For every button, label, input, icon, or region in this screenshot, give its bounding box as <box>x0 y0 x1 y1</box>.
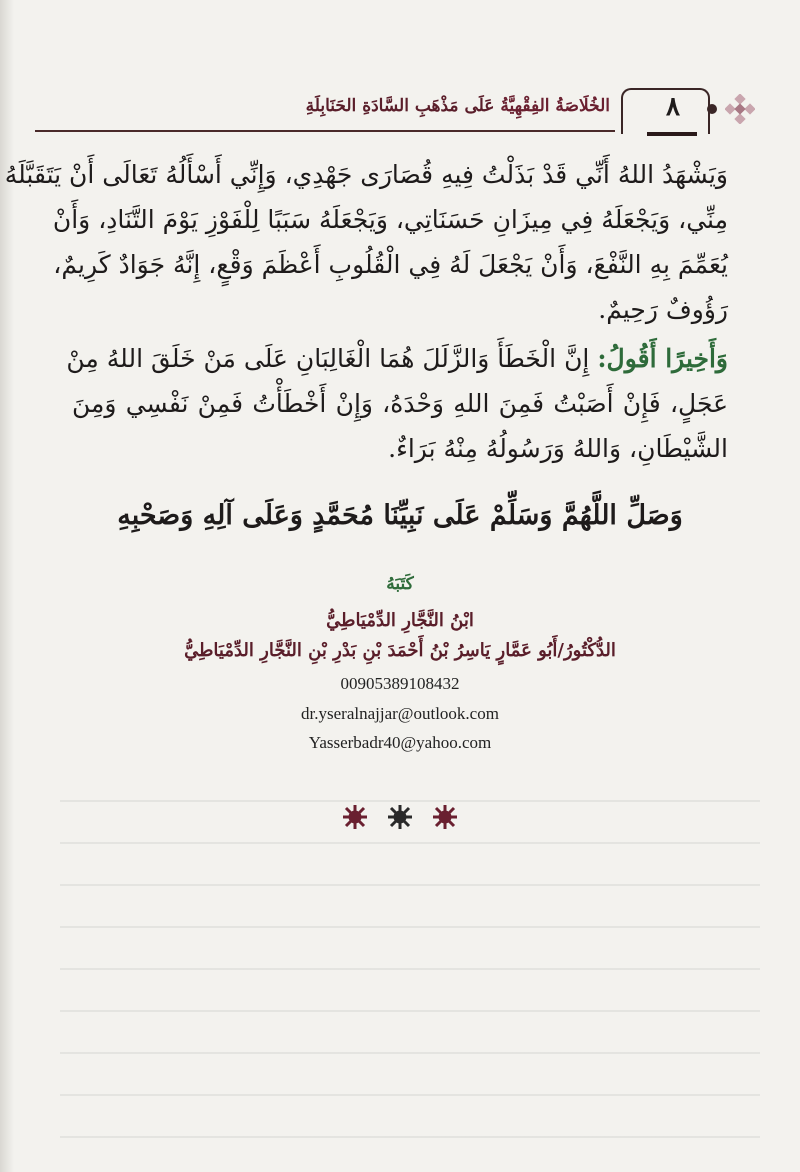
bleed-through-text <box>60 800 760 1150</box>
paragraph-lead: وَأَخِيرًا أَقُولُ: <box>597 344 728 373</box>
flower-ornament-icon <box>341 803 369 831</box>
text-line: رَؤُوفٌ رَحِيمٌ. <box>598 295 728 324</box>
page-header <box>35 90 765 160</box>
text-line: مِنِّي، وَيَجْعَلَهُ فِي مِيزَانِ حَسَنَاتِي، وَيَجْعَلَهُ سَبَبًا لِلْفَوْزِ يَوْمَ التَّنَادِ، وَأَنْ <box>52 205 728 234</box>
author-email-outlook: dr.yseralnajjar@outlook.com <box>301 704 499 723</box>
page-number: ٨ <box>666 92 680 122</box>
closing-ornaments <box>0 803 800 835</box>
text-line: عَجَلٍ، فَإِنْ أَصَبْتُ فَمِنَ اللهِ وَحْدَهُ، وَإِنْ أَخْطَأْتُ فَمِنْ نَفْسِي وَمِنَ <box>72 389 728 418</box>
flower-ornament-icon <box>431 803 459 831</box>
author-email-yahoo: Yasserbadr40@yahoo.com <box>308 733 492 752</box>
author-alias: ابْنُ النَّجَّارِ الدِّمْيَاطِيُّ <box>326 610 474 631</box>
flower-ornament-icon <box>386 803 414 831</box>
author-phone: 00905389108432 <box>340 674 460 693</box>
paragraph-2 <box>66 336 728 471</box>
running-title-part2: عَلَى مَذْهَبِ السَّادَةِ الحَنَابِلَةِ <box>305 96 495 116</box>
running-title <box>306 96 610 116</box>
salutation: وَصَلِّ اللَّهُمَّ وَسَلِّمْ عَلَى نَبِيِّنَا مُحَمَّدٍ وَعَلَى آلِهِ وَصَحْبِهِ <box>117 500 683 531</box>
diamond-ornament-icon <box>725 94 755 124</box>
header-dot <box>707 104 717 114</box>
page-number-underline <box>647 132 697 136</box>
author-full-name: الدُّكْتُورُ/أَبُو عَمَّارٍ يَاسِرُ بْنُ أَحْمَدَ بْنِ بَدْرِ بْنِ النَّجَّارِ الدِّمْيَاطِيُّ <box>184 640 616 661</box>
paragraph-1 <box>4 152 728 332</box>
text-line: وَيَشْهَدُ اللهُ أَنِّي قَدْ بَذَلْتُ فِيهِ قُصَارَى جَهْدِي، وَإِنِّي أَسْأَلُهُ تَعَالَى أَنْ يَتَقَبَّلَهُ <box>4 160 728 189</box>
signature-label: كَتَبَهُ <box>386 574 414 594</box>
text-line: يُعَمِّمَ بِهِ النَّفْعَ، وَأَنْ يَجْعَلَ لَهُ فِي الْقُلُوبِ أَعْظَمَ وَقْعٍ، إِنَّهُ جَوَادٌ كَرِيمٌ، <box>53 250 728 279</box>
text-segment: إِنَّ الْخَطَأَ وَالزَّلَلَ هُمَا الْغَالِبَانِ عَلَى مَنْ خَلَقَ اللهُ مِنْ <box>66 344 590 373</box>
text-line: الشَّيْطَانِ، وَاللهُ وَرَسُولُهُ مِنْهُ بَرَاءٌ. <box>388 434 728 463</box>
header-rule <box>35 130 615 132</box>
running-title-part1: الخُلَاصَةُ الفِقْهِيَّةُ <box>500 96 610 116</box>
text-line <box>66 336 728 381</box>
